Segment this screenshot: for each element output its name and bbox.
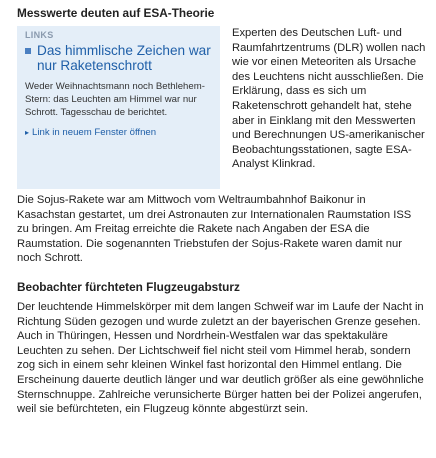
open-in-new-window-label[interactable]: Link in neuem Fenster öffnen (32, 127, 157, 139)
paragraph-sojus-rocket: Die Sojus-Rakete war am Mittwoch vom Weltraumbahnhof Baikonur in Kasachstan gestartet, um drei Astronauten zur Internationalen Raumstation ISS zu bringen. Am Freitag erreichte die Rakete nach Angaben der ESA die Raumstation. Die sogenannten Triebstufen der Sojus-Rakete waren damit nur noch Schrott. (17, 194, 412, 265)
section-heading-esa-theory: Messwerte deuten auf ESA-Theorie (17, 6, 215, 20)
related-links-box (17, 26, 220, 189)
open-in-new-window-link[interactable] (25, 127, 214, 139)
related-article-title[interactable]: Das himmlische Zeichen war nur Raketenschrott (37, 43, 211, 74)
related-article-link[interactable] (25, 43, 214, 74)
square-bullet-icon (25, 48, 31, 54)
links-label: LINKS (25, 30, 54, 40)
section-heading-observers: Beobachter fürchteten Flugzeugabsturz (17, 279, 240, 294)
paragraph-light-trail: Der leuchtende Himmelskörper mit dem langen Schweif war im Laufe der Nacht in Richtung Süden gezogen und wurde zuletzt an der bayerischen Grenze gesehen. Auch in Thüringen, Hessen und Nordrhein-Westfalen war das spektakuläre Leuchten zu sehen. Der Lichtschweif fiel nicht steil vom Himmel herab, sondern zog sich in einem sehr kleinen Winkel fast horizontal den Himmel entlang. Die Erscheinung dauerte deutlich länger und war deutlich größer als eine gewöhnliche Sternschnuppe. Zahlreiche verunsicherte Bürger hatten bei der Polizei angerufen, weil sie befürchteten, ein Flugzeug könnte abgestürzt sein. (17, 300, 424, 416)
related-article-teaser: Weder Weihnachtsmann noch Bethlehem-Stern: das Leuchten am Himmel war nur Schrott. Tagesschau de berichtet. (25, 80, 205, 119)
arrow-right-icon: ▸ (25, 128, 30, 138)
paragraph-dlr-experts: Experten des Deutschen Luft- und Raumfahrtzentrums (DLR) wollen nach wie vor einen Meteoriten als Ursache des Leuchtens nicht ausschließen. Die Erklärung, dass es sich um Raketenschrott gehandelt hat, stehe aber in Einklang mit den Messwerten und Berechnungen US-amerikanischer Beobachtungsstationen, sagte ESA-Analyst Klinkrad. (232, 27, 426, 171)
